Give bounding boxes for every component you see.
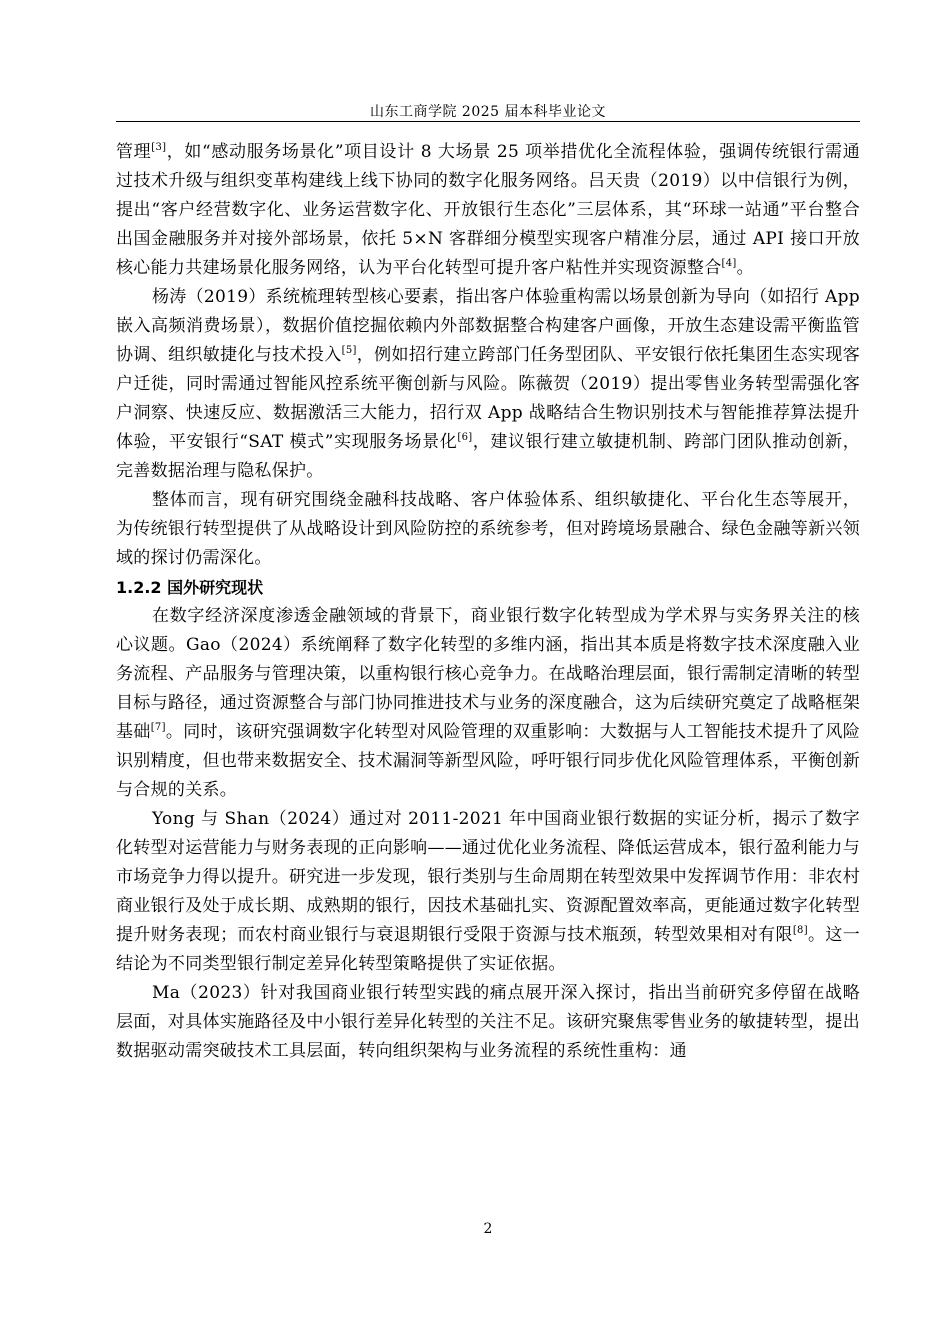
page-number: 2 [483,1221,493,1237]
running-header: 山东工商学院 2025 届本科毕业论文 [369,104,607,120]
citation: [3] [151,142,167,153]
paragraph: 管理[3]，如“感动服务场景化”项目设计 8 大场景 25 项举措优化全流程体验，强调传统银行需通过技术升级与组织变革构建线上线下协同的数字化服务网络。吕天贵（2019）以中信银行为例，提出“客户经营数字化、业务运营数字化、开放银行生态化”三层体系，其“环球一站通”平台整合出国金融服务并对接外部场景，依托 5×N 客群细分模型实现客户精准分层，通过 API 接口开放核心能力共建场景化服务网络，认为平台化转型可提升客户粘性并实现资源整合[4]。 [116,142,860,278]
paragraph: 在数字经济深度渗透金融领域的背景下，商业银行数字化转型成为学术界与实务界关注的核心议题。Gao（2024）系统阐释了数字化转型的多维内涵，指出其本质是将数字技术深度融入业务流程、产品服务与管理决策，以重构银行核心竞争力。在战略治理层面，银行需制定清晰的转型目标与路径，通过资源整合与部门协同推进技术与业务的深度融合，这为后续研究奠定了战略框架基础[7]。同时，该研究强调数字化转型对风险管理的双重影响：大数据与人工智能技术提升了风险识别精度，但也带来数据安全、技术漏洞等新型风险，呼吁银行同步优化风险管理体系，平衡创新与合规的关系。 [116,606,860,800]
body-text [116,138,860,1066]
citation: [4] [721,258,737,269]
citation: [8] [792,925,808,936]
citation: [5] [341,345,357,356]
paragraph: 杨涛（2019）系统梳理转型核心要素，指出客户体验重构需以场景创新为导向（如招行 App 嵌入高频消费场景），数据价值挖掘依赖内外部数据整合构建客户画像，开放生态建设需平衡监管协调、组织敏捷化与技术投入[5]，例如招行建立跨部门任务型团队、平安银行依托集团生态实现客户迁徙，同时需通过智能风控系统平衡创新与风险。陈薇贺（2019）提出零售业务转型需强化客户洞察、快速反应、数据激活三大能力，招行双 App 战略结合生物识别技术与智能推荐算法提升体验，平安银行“SAT 模式”实现服务场景化[6]，建议银行建立敏捷机制、跨部门团队推动创新，完善数据治理与隐私保护。 [116,287,860,481]
citation: [7] [150,722,166,733]
paragraph: Yong 与 Shan（2024）通过对 2011-2021 年中国商业银行数据的实证分析，揭示了数字化转型对运营能力与财务表现的正向影响——通过优化业务流程、降低运营成本，银行盈利能力与市场竞争力得以提升。研究进一步发现，银行类别与生命周期在转型效果中发挥调节作用：非农村商业银行及处于成长期、成熟期的银行，因技术基础扎实、资源配置效率高，更能通过数字化转型提升财务表现；而农村商业银行与衰退期银行受限于资源与技术瓶颈，转型效果相对有限[8]。这一结论为不同类型银行制定差异化转型策略提供了实证依据。 [116,809,861,974]
paragraph: Ma（2023）针对我国商业银行转型实践的痛点展开深入探讨，指出当前研究多停留在战略层面，对具体实施路径及中小银行差异化转型的关注不足。该研究聚焦零售业务的敏捷转型，提出数据驱动需突破技术工具层面，转向组织架构与业务流程的系统性重构：通 [116,983,860,1061]
citation: [6] [457,432,473,443]
section-heading: 1.2.2 国外研究现状 [116,578,264,597]
header-rule [116,121,860,122]
paragraph: 整体而言，现有研究围绕金融科技战略、客户体验体系、组织敏捷化、平台化生态等展开，为传统银行转型提供了从战略设计到风险防控的系统参考，但对跨境场景融合、绿色金融等新兴领域的探讨仍需深化。 [116,490,860,568]
